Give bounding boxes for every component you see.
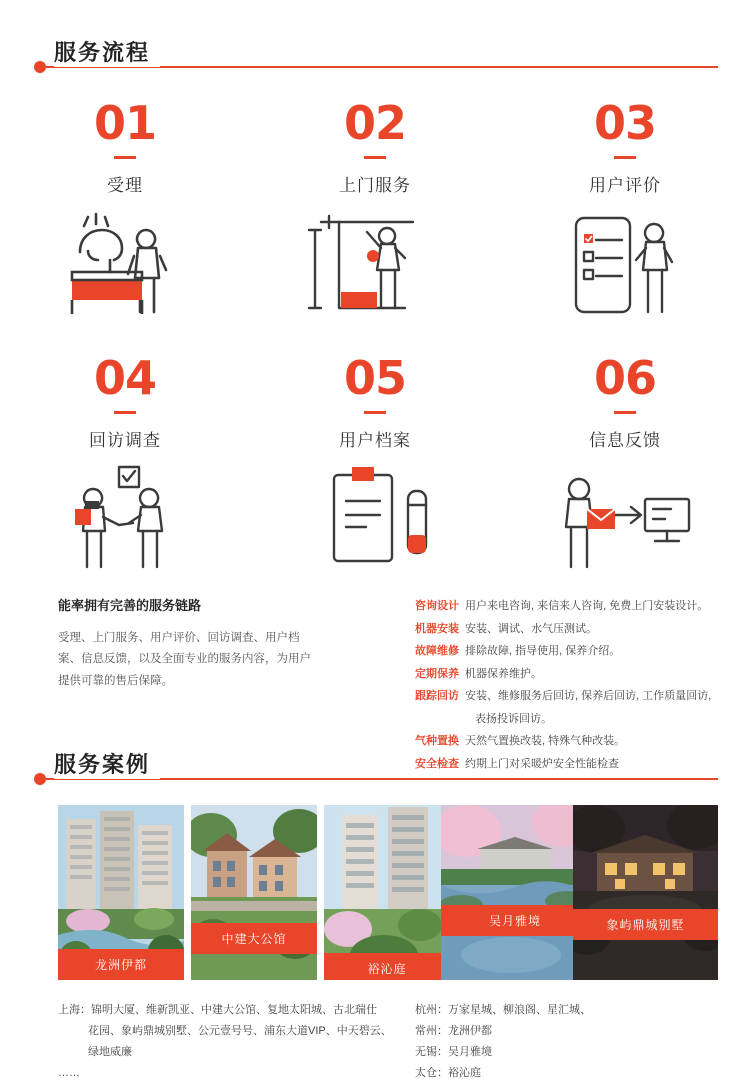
- service-item-value: 安装、调试、水气压测试。: [465, 622, 597, 635]
- section-header-cases: [0, 748, 750, 788]
- service-item: [415, 643, 725, 660]
- service-item-key: 机器安装: [415, 622, 459, 635]
- city-value: 龙洲伊都: [448, 1024, 492, 1037]
- service-item-key: 气种置换: [415, 735, 459, 747]
- step-06: [500, 351, 750, 575]
- step-label: 回访调查: [89, 431, 161, 450]
- case-caption: 中建大公馆: [191, 923, 317, 954]
- city-row: [415, 1021, 735, 1042]
- city-list-right: [415, 1000, 735, 1084]
- page-title: 服务流程: [54, 36, 160, 67]
- step-number: 04: [93, 351, 156, 405]
- service-item: [415, 621, 725, 638]
- case-card[interactable]: [58, 805, 184, 980]
- city-key: 杭州：: [415, 1004, 448, 1016]
- case-card[interactable]: [441, 805, 589, 980]
- step-number: 02: [343, 96, 406, 150]
- service-item-value: 排除故障, 指导使用, 保养介绍。: [465, 645, 621, 657]
- city-row: [58, 1000, 398, 1021]
- step-label: 受理: [107, 176, 143, 195]
- step-divider: [114, 156, 136, 159]
- case-photo: [573, 805, 718, 980]
- city-key: 常州：: [415, 1024, 448, 1037]
- service-item-continuation: [415, 711, 725, 728]
- city-row: [415, 1063, 735, 1084]
- feedback-icon: [500, 465, 750, 575]
- step-number: 06: [593, 351, 656, 405]
- step-label: 信息反馈: [589, 431, 661, 450]
- case-caption: 龙洲伊都: [58, 949, 184, 980]
- step-label: 用户档案: [339, 431, 411, 450]
- case-caption: 裕沁庭: [324, 953, 450, 980]
- service-item-key: 故障维修: [415, 645, 459, 657]
- city-row: [415, 1042, 735, 1063]
- onsite-install-icon: [250, 210, 500, 320]
- follow-up-survey-icon: [0, 465, 250, 575]
- service-item-value: 天然气置换改装, 特殊气种改装。: [465, 735, 626, 747]
- section-header-process: [0, 36, 750, 76]
- step-04: [0, 351, 250, 575]
- city-value: 吴月雅境: [448, 1045, 492, 1058]
- cases-title: 服务案例: [54, 748, 160, 779]
- user-review-icon: [500, 210, 750, 320]
- city-row: [415, 1000, 735, 1021]
- step-02: [250, 96, 500, 320]
- service-item-value: 安装、维修服务后回访, 保养后回访, 工作质量回访,: [465, 690, 712, 702]
- step-divider: [364, 411, 386, 414]
- service-item-key: 跟踪回访: [415, 690, 459, 702]
- step-label: 上门服务: [339, 176, 411, 195]
- step-divider: [614, 156, 636, 159]
- step-number: 05: [343, 351, 406, 405]
- step-divider: [114, 411, 136, 414]
- step-divider: [614, 411, 636, 414]
- step-03: [500, 96, 750, 320]
- service-chain-body: 受理、上门服务、用户评价、回访调查、用户档案、信息反馈，以及全面专业的服务内容，为用户提供可靠的售后保障。: [58, 632, 311, 687]
- city-key: 无锡：: [415, 1045, 448, 1058]
- step-number: 01: [93, 96, 156, 150]
- step-divider: [364, 156, 386, 159]
- reception-desk-icon: [0, 210, 250, 320]
- case-card[interactable]: [324, 805, 450, 980]
- city-key: 太仓：: [415, 1066, 448, 1079]
- service-item-value-2: 表扬投诉回访。: [475, 712, 552, 725]
- step-05: [250, 351, 500, 575]
- service-item: [415, 666, 725, 683]
- city-value: 裕沁庭: [448, 1066, 481, 1079]
- case-photo: [441, 805, 589, 980]
- city-row-ellipsis: ……: [58, 1066, 80, 1079]
- service-chain-heading: 能率拥有完善的服务链路: [58, 598, 202, 613]
- service-item-key: 咨询设计: [415, 600, 459, 612]
- step-number: 03: [593, 96, 656, 150]
- user-file-icon: [250, 465, 500, 575]
- service-chain-block: [58, 595, 318, 692]
- case-card[interactable]: [573, 805, 718, 980]
- service-item-key: 安全检查: [415, 757, 459, 770]
- case-caption: 吴月雅境: [441, 905, 589, 936]
- step-label: 用户评价: [589, 176, 661, 195]
- city-list-left: [58, 1000, 398, 1084]
- city-value: 锦明大厦、维新凯亚、中建大公馆、复地太阳城、古北瑞仕: [91, 1004, 377, 1016]
- service-item: [415, 688, 725, 705]
- case-caption: 象屿鼎城别墅: [573, 909, 718, 940]
- city-row-2: 花园、象屿鼎城别墅、公元壹号号、浦东大道VIP、中天碧云、: [88, 1024, 392, 1037]
- service-item-value: 约期上门对采暖炉安全性能检查: [465, 757, 619, 770]
- city-key: 上海：: [58, 1004, 91, 1016]
- city-row-3: 绿地威廉: [88, 1045, 132, 1058]
- service-item-key: 定期保养: [415, 667, 459, 680]
- case-card[interactable]: [191, 805, 317, 980]
- service-item: [415, 598, 725, 615]
- service-item-value: 用户来电咨询, 来信来人咨询, 免费上门安装设计。: [465, 600, 709, 612]
- service-item-value: 机器保养维护。: [465, 667, 542, 680]
- step-01: [0, 96, 250, 320]
- city-value: 万家星城、柳浪阁、星汇城、: [448, 1004, 591, 1016]
